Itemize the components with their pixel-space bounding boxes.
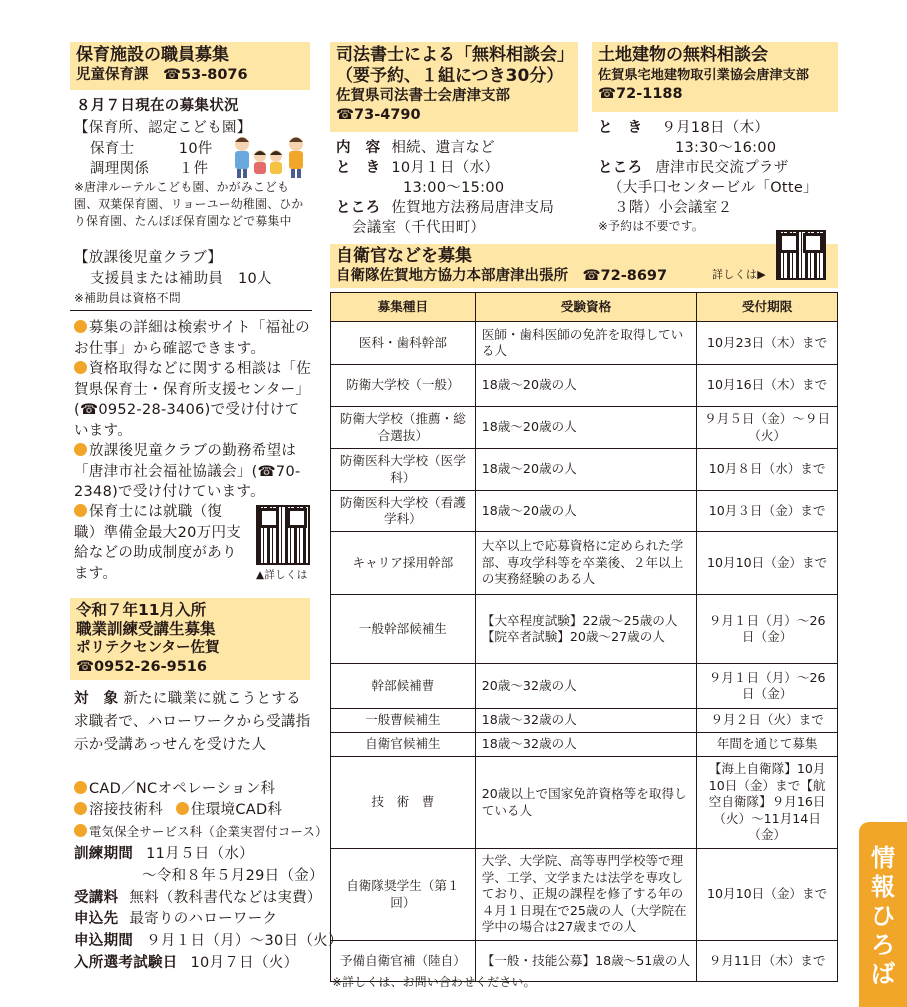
sdf-title: 自衛官などを募集 xyxy=(336,246,472,266)
row-type: 幹部候補曹 xyxy=(331,664,476,709)
training-exam-text: 10月７日（火） xyxy=(190,955,299,971)
row-deadline: ９月11日（木）まで xyxy=(697,941,838,982)
legal-content-label: 内 容 xyxy=(336,140,381,156)
row-deadline: 【海上自衛隊】10月10日（金）まで【航空自衛隊】９月16日（火）～11月14日（金） xyxy=(697,757,838,849)
training-course1-text: CAD／NCオペレーション科 xyxy=(89,781,276,797)
row-qual: 18歳～20歳の人 xyxy=(475,449,697,491)
row-qual: 18歳～20歳の人 xyxy=(475,491,697,532)
training-apply-period-label: 申込期間 xyxy=(74,933,134,949)
nursery-title: 保育施設の職員募集 xyxy=(76,45,229,65)
table-row xyxy=(331,664,838,709)
training-courses-2-3 xyxy=(74,800,282,821)
land-org: 佐賀県宅地建物取引業協会唐津支部 xyxy=(598,68,809,83)
row-qual: 18歳～20歳の人 xyxy=(475,407,697,449)
training-course4-text: 電気保全サービス科（企業実習付コース） xyxy=(89,825,328,839)
row-qual: 大卒以上で応募資格に定められた学部、専攻学科等を卒業後、２年以上の実務経験のある人 xyxy=(475,532,697,595)
training-target-label: 対 象 xyxy=(74,691,119,707)
training-apply-period xyxy=(74,931,343,952)
row-deadline: ９月２日（火）まで xyxy=(697,709,838,733)
nursery-qr-code[interactable] xyxy=(256,505,310,565)
table-row xyxy=(331,709,838,733)
bullet-dot-icon xyxy=(74,320,87,333)
row-qual: 大学、大学院、高等専門学校等で理学、工学、文学または法学を専攻しており、正規の課程を修了する年の４月１日現在で25歳の人（大学院在学中の場合は27歳までの人 xyxy=(475,849,697,941)
training-period-end: ～令和８年５月29日（金） xyxy=(142,868,324,884)
training-course4 xyxy=(74,822,328,843)
table-row xyxy=(331,849,838,941)
nursery-bullet2-text: 資格取得などに関する相談は「佐賀県保育士・保育所支援センター」(☎0952-28-3406)で受け付けています。 xyxy=(74,361,311,439)
row-deadline: 10月10日（金）まで xyxy=(697,849,838,941)
row-type: 自衛官候補生 xyxy=(331,733,476,757)
training-course1 xyxy=(74,779,275,800)
sdf-more-link[interactable]: 詳しくは▶ xyxy=(712,268,766,281)
legal-org: 佐賀県司法書士会唐津支部 xyxy=(336,88,510,104)
land-header xyxy=(592,42,838,112)
row-qual: 18歳～20歳の人 xyxy=(475,365,697,407)
sdf-col-type: 募集種目 xyxy=(331,293,476,322)
table-row xyxy=(331,491,838,532)
training-target-text: 新たに職業に就こうとする求職者で、ハローワークから受講指示か受講あっせんを受けた人 xyxy=(74,691,311,753)
row-deadline: 10月10日（金）まで xyxy=(697,532,838,595)
training-apply xyxy=(74,909,277,930)
sdf-table xyxy=(330,292,838,982)
sdf-col-qual: 受験資格 xyxy=(475,293,697,322)
row-qual: 20歳～32歳の人 xyxy=(475,664,697,709)
row-deadline: 年間を通じて募集 xyxy=(697,733,838,757)
training-period xyxy=(74,844,254,865)
row-type: 防衛大学校（推薦・総合選抜） xyxy=(331,407,476,449)
row-type: 技 術 曹 xyxy=(331,757,476,849)
training-apply-text: 最寄りのハローワーク xyxy=(129,911,278,927)
nursery-bullet3 xyxy=(74,441,312,503)
bullet-dot-icon xyxy=(74,504,87,517)
land-date xyxy=(598,118,769,139)
legal-place-label: ところ xyxy=(336,200,381,216)
nursery-row1: 保育士 10件 xyxy=(90,141,213,157)
legal-date-label: と き xyxy=(336,160,381,176)
row-deadline: 10月８日（水）まで xyxy=(697,449,838,491)
table-row xyxy=(331,733,838,757)
legal-tel: ☎73-4790 xyxy=(336,107,421,123)
training-course3-text: 住環境CAD科 xyxy=(190,802,283,818)
sdf-qr-code[interactable] xyxy=(776,230,826,280)
table-row xyxy=(331,407,838,449)
table-row xyxy=(331,449,838,491)
land-tel: ☎72-1188 xyxy=(598,86,683,102)
training-period-label: 訓練期間 xyxy=(74,846,134,862)
bullet-dot-icon xyxy=(74,361,87,374)
training-title2: 職業訓練受講生募集 xyxy=(76,620,216,638)
nursery-bullet1-text: 募集の詳細は検索サイト「福祉のお仕事」から確認できます。 xyxy=(74,320,310,357)
row-qual: 20歳以上で国家免許資格等を取得している人 xyxy=(475,757,697,849)
training-header xyxy=(70,598,310,680)
row-type: 一般幹部候補生 xyxy=(331,595,476,664)
land-note: ※予約は不要です。 xyxy=(598,219,705,233)
nursery-row2: 調理関係 １件 xyxy=(90,161,209,177)
nursery-status-heading: ８月７日現在の募集状況 xyxy=(76,98,239,114)
bullet-dot-icon xyxy=(74,824,87,837)
training-period-text: 11月５日（水） xyxy=(146,846,254,862)
land-place3: ３階）小会議室２ xyxy=(614,200,733,216)
nursery-bullet1 xyxy=(74,318,312,359)
training-apply-period-text: ９月１日（月）～30日（火） xyxy=(146,933,343,949)
nursery-header xyxy=(70,42,310,90)
nursery-note1: ※唐津ルーテルこども園、かがみこども園、双葉保育園、リョーユー幼稚園、ひかり保育園、たんぽぽ保育園などで募集中 xyxy=(74,180,304,228)
nursery-cat2: 【放課後児童クラブ】 xyxy=(74,250,223,266)
nursery-bullet4-text: 保育士には就職（復職）準備金最大20万円支給などの助成制度があります。 xyxy=(74,504,242,582)
training-org: ポリテクセンター佐賀 xyxy=(76,640,220,656)
training-target xyxy=(74,688,312,757)
nursery-note2: ※補助員は資格不問 xyxy=(74,291,181,305)
row-deadline: 10月３日（金）まで xyxy=(697,491,838,532)
nursery-row3: 支援員または補助員 10人 xyxy=(90,271,272,287)
table-row xyxy=(331,595,838,664)
row-type: 一般曹候補生 xyxy=(331,709,476,733)
land-place xyxy=(598,158,789,179)
training-apply-label: 申込先 xyxy=(74,911,119,927)
table-row xyxy=(331,757,838,849)
legal-title2: （要予約、１組につき30分） xyxy=(336,66,564,86)
row-deadline: 10月23日（木）まで xyxy=(697,322,838,365)
nursery-bullet2 xyxy=(74,359,312,441)
table-row xyxy=(331,532,838,595)
nursery-dept: 児童保育課 ☎53-8076 xyxy=(76,67,248,83)
legal-time: 13:00～15:00 xyxy=(403,180,505,196)
training-exam-label: 入所選考試験日 xyxy=(74,955,178,971)
legal-place-text: 佐賀地方法務局唐津支局 xyxy=(391,200,555,216)
legal-date xyxy=(336,158,499,179)
training-fee xyxy=(74,888,322,909)
legal-content-text: 相続、遺言など xyxy=(391,140,495,156)
land-date-label: と き xyxy=(598,120,643,136)
legal-content xyxy=(336,138,495,159)
nursery-qr-caption: ▲詳しくは xyxy=(256,569,308,581)
bullet-dot-icon xyxy=(74,781,87,794)
row-deadline: ９月１日（月）～26日（金） xyxy=(697,595,838,664)
legal-title1: 司法書士による「無料相談会」 xyxy=(336,45,574,65)
training-exam xyxy=(74,953,298,974)
sdf-org: 自衛隊佐賀地方協力本部唐津出張所 ☎72-8697 xyxy=(336,268,668,284)
table-row xyxy=(331,365,838,407)
land-place-label: ところ xyxy=(598,160,643,176)
legal-header xyxy=(330,42,578,132)
side-tab-label: 情報ひろば xyxy=(871,844,895,988)
row-deadline: 10月16日（木）まで xyxy=(697,365,838,407)
row-qual: 【一般・技能公募】18歳～51歳の人 xyxy=(475,941,697,982)
bullet-dot-icon xyxy=(74,443,87,456)
training-course2-text: 溶接技術科 xyxy=(89,802,163,818)
sdf-table-header-row xyxy=(331,293,838,322)
training-fee-text: 無料（教科書代などは実費） xyxy=(129,890,322,906)
side-tab xyxy=(859,822,907,1007)
row-type: 予備自衛官補（陸自） xyxy=(331,941,476,982)
children-illustration xyxy=(230,134,310,180)
row-qual: 医師・歯科医師の免許を取得している人 xyxy=(475,322,697,365)
table-row xyxy=(331,322,838,365)
row-deadline: ９月５日（金）～９日（火） xyxy=(697,407,838,449)
sdf-footnote: ※詳しくは、お問い合わせください。 xyxy=(332,975,536,989)
training-tel: ☎0952-26-9516 xyxy=(76,659,207,675)
row-deadline: ９月１日（月）～26日（金） xyxy=(697,664,838,709)
land-time: 13:30～16:00 xyxy=(675,140,777,156)
land-title: 土地建物の無料相談会 xyxy=(598,45,768,65)
land-place-text: 唐津市民交流プラザ xyxy=(655,160,789,176)
nursery-divider xyxy=(70,310,312,311)
training-title1: 令和７年11月入所 xyxy=(76,601,207,619)
land-date-text: ９月18日（木） xyxy=(661,120,770,136)
legal-place xyxy=(336,198,554,219)
land-place2: （大手口センタービル「Otte」 xyxy=(608,180,818,196)
row-type: 防衛大学校（一般） xyxy=(331,365,476,407)
bullet-dot-icon xyxy=(74,802,87,815)
row-type: 自衛隊奨学生（第１回） xyxy=(331,849,476,941)
nursery-bullet4 xyxy=(74,502,244,584)
legal-date-text: 10月１日（水） xyxy=(391,160,500,176)
legal-place2: 会議室（千代田町） xyxy=(352,220,486,236)
training-fee-label: 受講料 xyxy=(74,890,119,906)
row-type: キャリア採用幹部 xyxy=(331,532,476,595)
row-qual: 【大卒程度試験】22歳～25歳の人【院卒者試験】20歳～27歳の人 xyxy=(475,595,697,664)
bullet-dot-icon xyxy=(176,802,189,815)
nursery-bullet3-text: 放課後児童クラブの勤務希望は「唐津市社会福祉協議会」(☎70-2348)で受け付けています。 xyxy=(74,443,301,500)
nursery-cat1: 【保育所、認定こども園】 xyxy=(74,120,252,136)
row-qual: 18歳～32歳の人 xyxy=(475,709,697,733)
row-type: 防衛医科大学校（医学科） xyxy=(331,449,476,491)
row-type: 医科・歯科幹部 xyxy=(331,322,476,365)
row-qual: 18歳～32歳の人 xyxy=(475,733,697,757)
row-type: 防衛医科大学校（看護学科） xyxy=(331,491,476,532)
sdf-col-deadline: 受付期限 xyxy=(697,293,838,322)
